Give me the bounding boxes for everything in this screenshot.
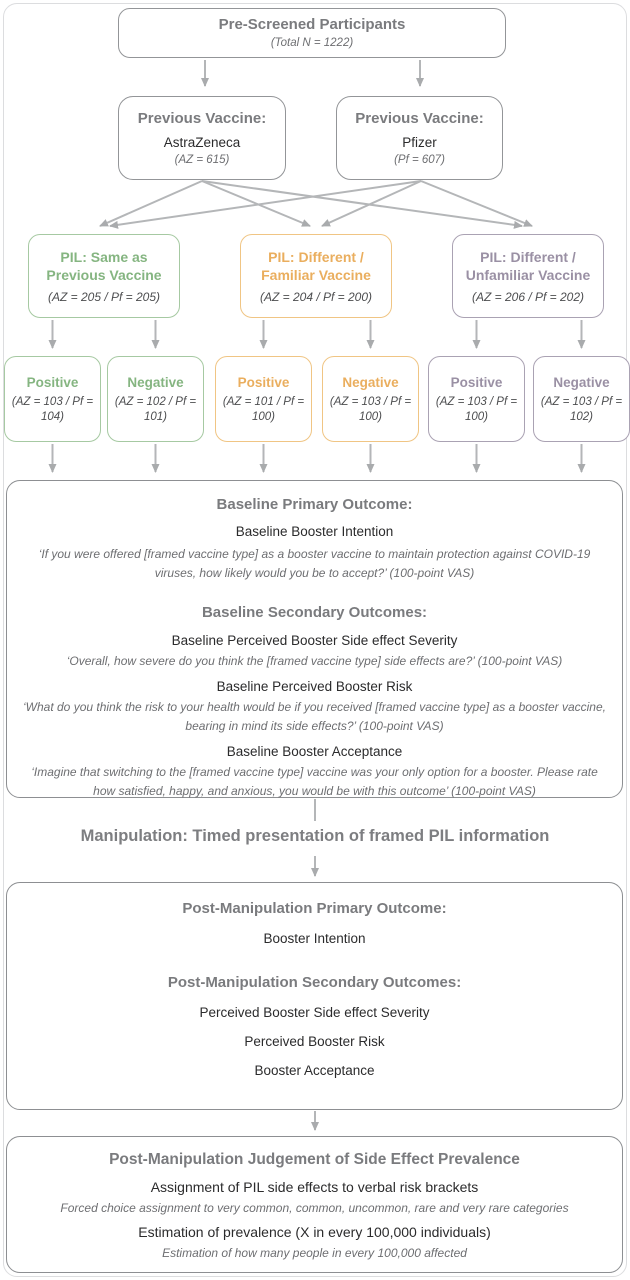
framing-count: (AZ = 103 / Pf = 104) [11, 395, 94, 423]
prescreened-box [118, 8, 506, 58]
pil-count: (AZ = 206 / Pf = 202) [471, 289, 585, 304]
framing-positive-purple-box [428, 356, 525, 442]
post-secondary-measure: Perceived Booster Side effect Severity [199, 1005, 430, 1020]
baseline-secondary-heading: Baseline Secondary Outcomes: [201, 604, 428, 621]
framing-positive-orange-box [215, 356, 312, 442]
post-secondary-measure: Perceived Booster Risk [244, 1034, 385, 1049]
vaccine-name: Pfizer [402, 134, 437, 150]
framing-count: (AZ = 103 / Pf = 100) [329, 395, 412, 423]
judgement-heading: Post-Manipulation Judgement of Side Effect Prevalence [109, 1151, 520, 1168]
framing-label: Negative [342, 374, 399, 390]
framing-label: Negative [553, 374, 610, 390]
baseline-primary-question: ‘If you were offered [framed vaccine type] as a booster vaccine to maintain protection against COVID-19 viruses, how likely would you be to accept?’ (100-point VAS) [38, 547, 591, 580]
framing-label: Positive [237, 374, 290, 390]
vaccine-heading: Previous Vaccine: [137, 109, 267, 127]
framing-label: Negative [127, 374, 184, 390]
previous-vaccine-astrazeneca-box [118, 96, 286, 180]
judgement-box [6, 1136, 623, 1273]
framing-label: Positive [26, 374, 79, 390]
post-primary-heading: Post-Manipulation Primary Outcome: [182, 900, 447, 917]
vaccine-heading: Previous Vaccine: [355, 109, 484, 127]
baseline-severity-question: ‘Overall, how severe do you think the [framed vaccine type] side effects are?’ (100-point VAS) [66, 654, 563, 668]
framing-negative-purple-box [533, 356, 630, 442]
vaccine-count: (AZ = 615) [174, 153, 230, 166]
vaccine-name: AstraZeneca [163, 134, 241, 150]
post-secondary-measure: Booster Acceptance [254, 1063, 375, 1078]
previous-vaccine-pfizer-box [336, 96, 503, 180]
baseline-acceptance-question: ‘Imagine that switching to the [framed vaccine type] vaccine was your only option for a booster. Please rate how satisfied, happy, and anxious, you would be with this outcome’ (100-point VAS) [31, 765, 598, 798]
post-primary-measure: Booster Intention [263, 931, 366, 946]
post-manipulation-outcomes-box [6, 882, 623, 1110]
judgement-brackets-detail: Forced choice assignment to very common, common, uncommon, rare and very rare categories [60, 1201, 569, 1215]
framing-negative-green-box [107, 356, 204, 442]
judgement-estimation-measure: Estimation of prevalence (X in every 100,000 individuals) [138, 1224, 491, 1240]
framing-label: Positive [450, 374, 503, 390]
judgement-estimation-detail: Estimation of how many people in every 100,000 affected [162, 1246, 467, 1260]
framing-count: (AZ = 103 / Pf = 102) [540, 395, 623, 423]
pil-different-unfamiliar-box [452, 234, 604, 318]
pil-title: PIL: Different / Unfamiliar Vaccine [465, 248, 591, 283]
framing-count: (AZ = 103 / Pf = 100) [435, 395, 518, 423]
baseline-outcomes-box [6, 480, 623, 798]
prescreened-title: Pre-Screened Participants [218, 16, 406, 33]
pil-title: PIL: Same as Previous Vaccine [46, 248, 162, 283]
baseline-risk-question: ‘What do you think the risk to your health would be if you received [framed vaccine type] as a booster vaccine, bearing in mind its side effects?’ (100-point VAS) [23, 700, 606, 733]
baseline-severity-measure: Baseline Perceived Booster Side effect Severity [171, 633, 458, 648]
baseline-primary-measure: Baseline Booster Intention [235, 524, 394, 539]
pil-different-familiar-box [240, 234, 392, 318]
framing-count: (AZ = 102 / Pf = 101) [114, 395, 197, 423]
baseline-primary-heading: Baseline Primary Outcome: [216, 496, 413, 513]
post-secondary-heading: Post-Manipulation Secondary Outcomes: [167, 974, 462, 991]
pil-count: (AZ = 205 / Pf = 205) [47, 289, 161, 304]
pil-title: PIL: Different / Familiar Vaccine [261, 248, 371, 283]
vaccine-count: (Pf = 607) [394, 153, 445, 166]
baseline-risk-measure: Baseline Perceived Booster Risk [216, 679, 413, 694]
pil-count: (AZ = 204 / Pf = 200) [259, 289, 373, 304]
framing-positive-green-box [4, 356, 101, 442]
pil-same-box [28, 234, 180, 318]
framing-negative-orange-box [322, 356, 419, 442]
judgement-brackets-measure: Assignment of PIL side effects to verbal risk brackets [150, 1179, 479, 1195]
prescreened-count: (Total N = 1222) [270, 37, 354, 49]
framing-count: (AZ = 101 / Pf = 100) [222, 395, 305, 423]
baseline-acceptance-measure: Baseline Booster Acceptance [226, 744, 403, 759]
manipulation-label: Manipulation: Timed presentation of framed PIL information [80, 827, 550, 845]
